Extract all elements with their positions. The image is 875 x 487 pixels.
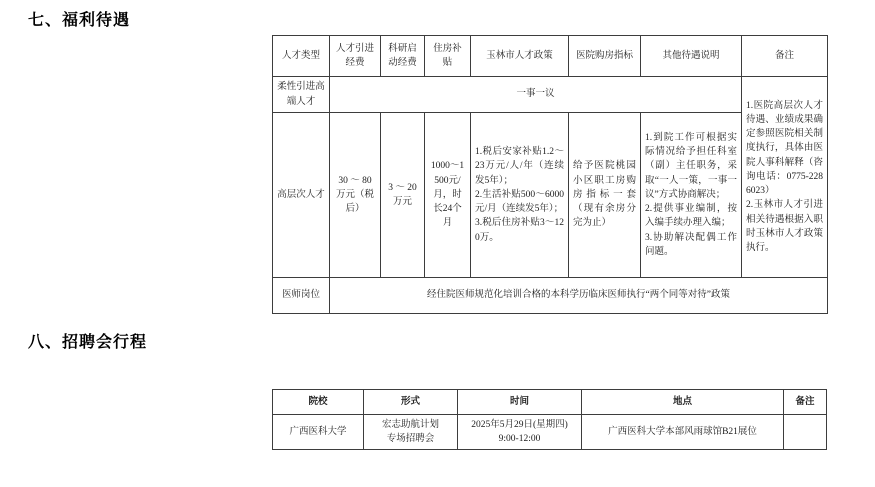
row-physician [273, 278, 828, 314]
benefits-section-title: 七、福利待遇 [28, 12, 131, 29]
cell-school: 广西医科大学 [273, 415, 364, 450]
cell-flexible-policy: 一事一议 [330, 77, 742, 113]
cell-time [458, 415, 582, 450]
header-housing-subsidy: 住房补贴 [425, 36, 471, 77]
cell-high-level-intro-fund: 30 ～ 80 万元（税后） [330, 113, 381, 278]
time-line-1: 2025年5月29日(星期四) [471, 419, 568, 430]
header-school: 院校 [273, 390, 364, 415]
header-other-benefits: 其他待遇说明 [641, 36, 742, 77]
form-line-1: 宏志助航计划 [381, 419, 439, 430]
cell-location: 广西医科大学本部风雨球馆B21展位 [582, 415, 784, 450]
other-benefits-item-3: 3.协助解决配偶工作问题。 [645, 232, 737, 257]
cell-physician-talent-type: 医师岗位 [273, 278, 330, 314]
yulin-policy-item-1: 1.税后安家补贴1.2～23万元/人/年（连续发5年）； [475, 147, 564, 186]
schedule-row [273, 415, 827, 450]
cell-high-level-yulin-policy [471, 113, 569, 278]
header-intro-fund: 人才引进经费 [330, 36, 381, 77]
header-time: 时间 [458, 390, 582, 415]
cell-remark [742, 77, 828, 278]
header-yulin-policy: 玉林市人才政策 [471, 36, 569, 77]
time-line-2: 9:00-12:00 [498, 434, 541, 444]
header-location: 地点 [582, 390, 784, 415]
benefits-header-row [273, 36, 828, 77]
yulin-policy-item-3: 3.税后住房补贴3～120万。 [475, 218, 564, 243]
cell-high-level-housing-subsidy: 1000～1500元/月，时长24个月 [425, 113, 471, 278]
remark-item-2: 2.玉林市人才引进相关待遇根据入职时玉林市人才政策执行。 [746, 200, 823, 254]
cell-high-level-other-benefits [641, 113, 742, 278]
cell-schedule-remark [784, 415, 827, 450]
header-talent-type: 人才类型 [273, 36, 330, 77]
benefits-table [272, 35, 828, 314]
cell-physician-policy: 经住院医师规范化培训合格的本科学历临床医师执行“两个同等对待”政策 [330, 278, 828, 314]
header-research-fund: 科研启动经费 [381, 36, 425, 77]
cell-high-level-talent-type: 高层次人才 [273, 113, 330, 278]
header-house-quota: 医院购房指标 [569, 36, 641, 77]
row-flexible-talent [273, 77, 828, 113]
schedule-header-row [273, 390, 827, 415]
yulin-policy-item-2: 2.生活补贴500～6000元/月（连续发5年）； [475, 189, 564, 215]
schedule-section-title: 八、招聘会行程 [28, 334, 148, 351]
remark-item-1: 1.医院高层次人才待遇、业绩成果确定参照医院相关制度执行，具体由医院人事科解释（咨询电话：0775-2286023） [746, 100, 823, 197]
header-form: 形式 [364, 390, 458, 415]
header-remark: 备注 [742, 36, 828, 77]
form-line-2: 专场招聘会 [386, 434, 435, 444]
cell-high-level-house-quota: 给予医院桃园小区职工房购房指标一套（现有余房分完为止） [569, 113, 641, 278]
other-benefits-item-2: 2.提供事业编制，按入编手续办理入编； [645, 204, 737, 229]
cell-form [364, 415, 458, 450]
header-schedule-remark: 备注 [784, 390, 827, 415]
other-benefits-item-1: 1.到院工作可根据实际情况给予担任科室（副）主任职务，采取“一人一策，一事一议”方式协商解决； [645, 132, 737, 200]
job-fair-schedule-table [272, 389, 827, 450]
cell-flexible-talent-type: 柔性引进高端人才 [273, 77, 330, 113]
cell-high-level-research-fund: 3 ～ 20 万元 [381, 113, 425, 278]
